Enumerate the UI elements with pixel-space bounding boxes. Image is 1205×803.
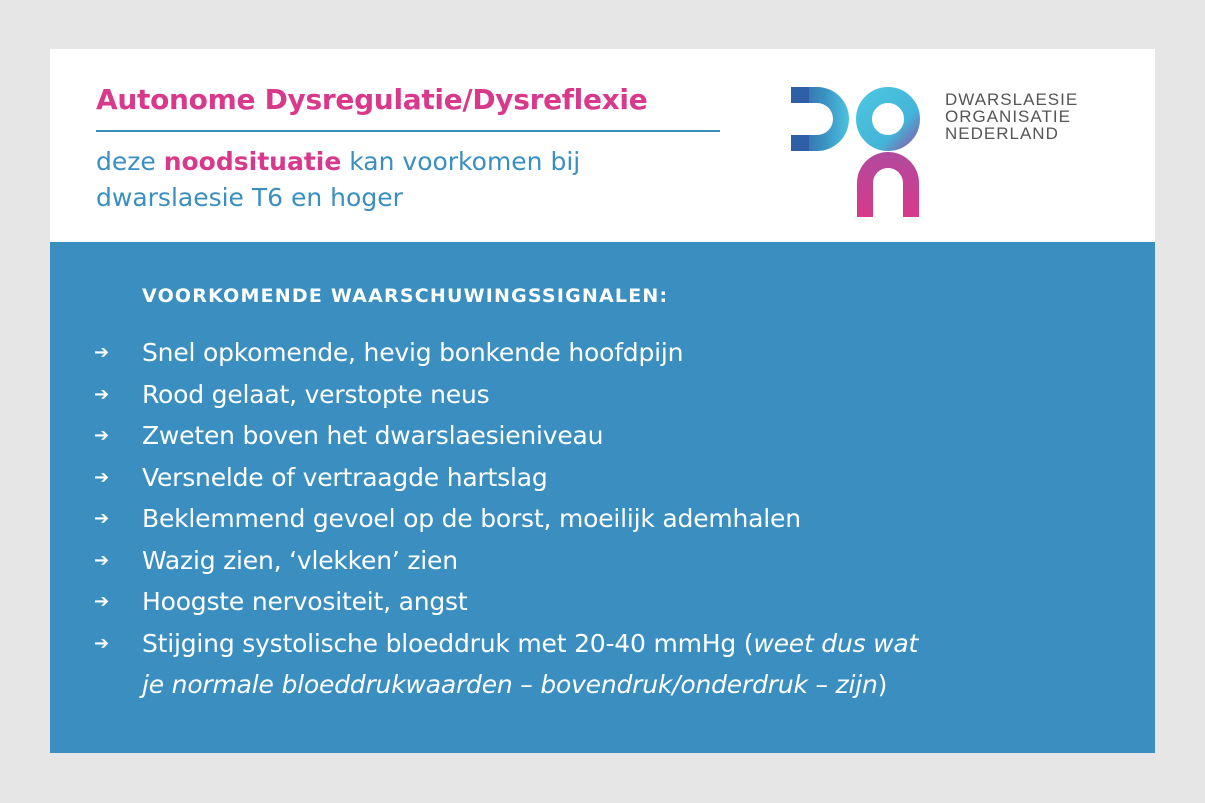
list-item xyxy=(94,623,918,706)
signal-note-closing: ) xyxy=(877,670,888,699)
list-item xyxy=(94,540,918,582)
subtitle xyxy=(96,144,716,216)
signal-text: Wazig zien, ‘vlekken’ zien xyxy=(142,545,458,575)
warning-signals-list xyxy=(94,332,918,706)
arrow-right-icon: ➔ xyxy=(94,342,109,363)
arrow-right-icon: ➔ xyxy=(94,383,109,405)
list-item xyxy=(94,332,918,374)
page-title: Autonome Dysregulatie/Dysreflexie xyxy=(96,83,648,116)
signal-text-blood-pressure xyxy=(142,623,918,706)
dwarslaesie-organisatie-logo-icon xyxy=(791,87,925,217)
signal-note-line-2: je normale bloeddrukwaarden – bovendruk/onderdruk – zijn xyxy=(142,670,878,699)
arrow-right-icon: ➔ xyxy=(94,549,109,571)
arrow-right-icon: ➔ xyxy=(94,591,109,612)
logo-line-1: DWARSLAESIE xyxy=(945,90,1079,109)
warning-panel xyxy=(50,242,1155,753)
title-divider xyxy=(96,130,720,132)
list-item xyxy=(94,581,918,623)
signal-text: Zweten boven het dwarslaesieniveau xyxy=(142,421,604,450)
list-item xyxy=(94,415,918,457)
subtitle-emphasis: noodsituatie xyxy=(163,147,342,176)
signal-text: Hoogste nervositeit, angst xyxy=(142,587,468,616)
list-item xyxy=(94,374,918,416)
arrow-right-icon: ➔ xyxy=(94,466,109,488)
signal-text: Rood gelaat, verstopte neus xyxy=(142,379,490,409)
list-item xyxy=(94,457,918,499)
arrow-right-icon: ➔ xyxy=(94,632,109,654)
signal-text: Snel opkomende, hevig bonkende hoofdpijn xyxy=(142,338,684,367)
info-card xyxy=(50,49,1155,753)
logo-line-2: ORGANISATIE xyxy=(945,107,1071,126)
subtitle-text-before: deze xyxy=(96,147,164,176)
arrow-right-icon: ➔ xyxy=(94,425,109,446)
card-header xyxy=(50,49,1155,242)
subtitle-text-after: kan voorkomen bij dwarslaesie T6 en hoger xyxy=(96,147,581,212)
signal-text-main: Stijging systolische bloeddruk met 20-40 mmHg ( xyxy=(142,628,754,658)
signal-note-line-1: weet dus wat xyxy=(753,628,919,658)
signal-text: Beklemmend gevoel op de borst, moeilijk ademhalen xyxy=(142,504,801,533)
logo-line-3: NEDERLAND xyxy=(945,124,1059,143)
warning-heading: VOORKOMENDE WAARSCHUWINGSSIGNALEN: xyxy=(142,285,669,307)
logo-wordmark xyxy=(945,91,1078,142)
signal-text: Versnelde of vertraagde hartslag xyxy=(142,462,548,492)
arrow-right-icon: ➔ xyxy=(94,508,109,529)
list-item xyxy=(94,498,918,540)
